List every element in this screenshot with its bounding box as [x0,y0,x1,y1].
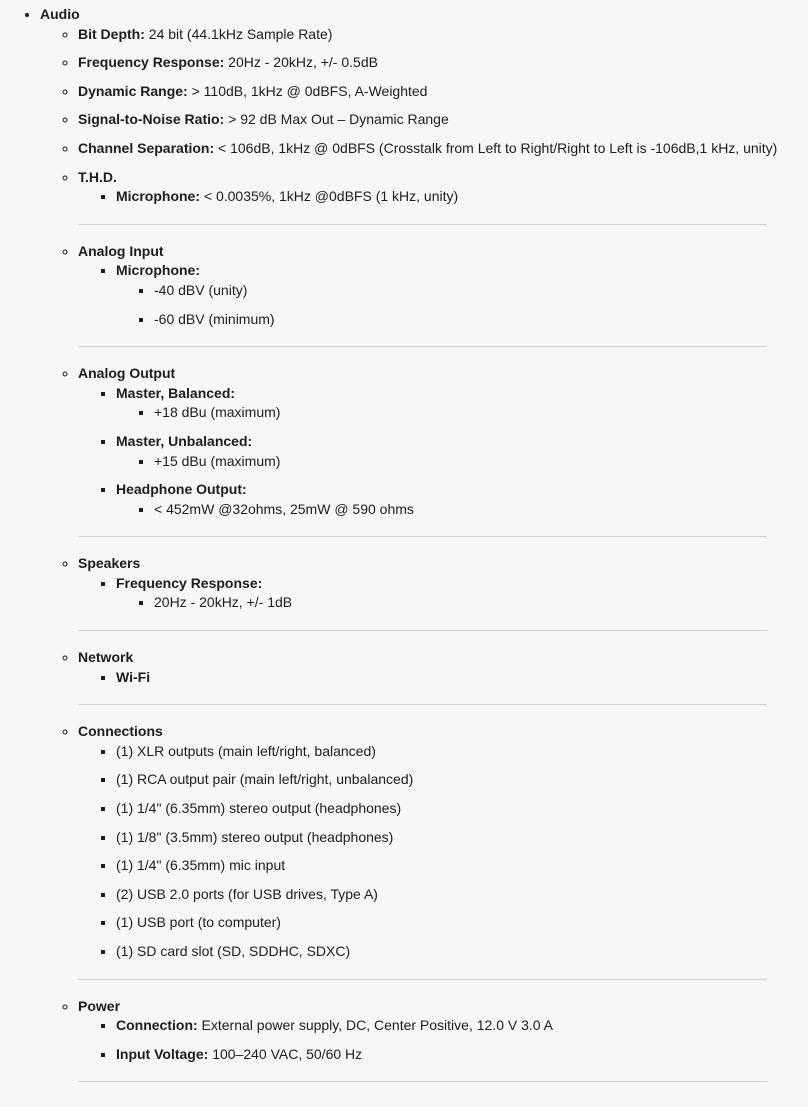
spec-value: (1) 1/8" (3.5mm) stereo output (headphones) [116,828,394,845]
spec-term: Network [78,649,134,666]
spec-item [78,53,767,73]
spec-sublist [116,281,767,329]
spec-sublist [116,452,767,472]
spec-item [78,139,778,159]
spec-term: Headphone Output: [116,481,247,498]
spec-item [116,668,767,688]
spec-value: < 0.0035%, 1kHz @0dBFS (1 kHz, unity) [203,188,459,205]
spec-item [78,364,767,519]
spec-item [78,168,767,207]
spec-term: Microphone: [116,188,200,205]
spec-value: (1) SD card slot (SD, SDDHC, SDXC) [116,943,351,959]
spec-item [78,722,767,961]
spec-value: < 452mW @32ohms, 25mW @ 590 ohms [154,500,414,517]
spec-item [78,554,767,613]
spec-item [78,82,767,102]
spec-term: Analog Output [78,365,176,382]
spec-sublist [78,742,767,962]
spec-term: Connection: [116,1017,198,1034]
section-divider [78,346,767,347]
spec-root-label: Audio [40,6,80,22]
spec-value: -60 dBV (minimum) [154,310,275,327]
spec-sublist [78,261,767,329]
spec-item [116,432,767,471]
spec-value: 20Hz - 20kHz, +/- 0.5dB [228,54,378,71]
spec-value: (1) 1/4" (6.35mm) stereo output (headphones) [116,800,402,817]
spec-item [116,942,767,962]
spec-item [78,648,767,687]
spec-value: (1) XLR outputs (main left/right, balanced) [116,742,376,759]
spec-value: (1) RCA output pair (main left/right, unbalanced) [116,771,414,788]
spec-term: Microphone: [116,262,200,279]
spec-item [116,384,767,423]
spec-value: < 106dB, 1kHz @ 0dBFS (Crosstalk from Left to Right/Right to Left is -106dB,1 kHz, unity) [218,139,778,156]
spec-item [116,799,767,819]
spec-sublist [116,500,767,520]
spec-sublist [78,668,767,688]
spec-sublist [78,574,767,613]
spec-item [116,770,767,790]
spec-sections [40,25,778,1083]
spec-term: Wi-Fi [116,668,151,685]
spec-value: 20Hz - 20kHz, +/- 1dB [154,594,293,611]
section-divider [78,630,767,631]
spec-item [116,1045,767,1065]
spec-term: Power [78,997,121,1014]
spec-term: Speakers [78,555,141,572]
section-divider [78,1081,767,1082]
spec-item [154,281,767,301]
spec-value: > 92 dB Max Out – Dynamic Range [228,111,449,128]
spec-value: +18 dBu (maximum) [154,404,281,421]
spec-value: (2) USB 2.0 ports (for USB drives, Type A) [116,885,378,902]
spec-value: -40 dBV (unity) [154,281,248,298]
spec-term: Connections [78,723,163,740]
spec-value: 100–240 VAC, 50/60 Hz [212,1045,363,1062]
spec-item [116,574,767,613]
spec-item [154,593,767,613]
spec-item [116,742,767,762]
spec-term: T.H.D. [78,168,117,185]
spec-term: Master, Balanced: [116,384,236,401]
section-divider [78,704,767,705]
section-divider [78,536,767,537]
section-divider [78,224,767,225]
spec-item-audio [40,5,778,1082]
spec-term: Dynamic Range: [78,82,188,99]
spec-item [116,261,767,329]
spec-sublist [78,1016,767,1064]
spec-list [0,5,778,1082]
spec-item [78,25,767,45]
spec-item [116,187,767,207]
spec-item [116,885,767,905]
spec-sublist [116,593,767,613]
spec-value: (1) USB port (to computer) [116,914,281,931]
spec-item [78,997,767,1065]
spec-item [116,856,767,876]
spec-item [116,480,767,519]
spec-term: Input Voltage: [116,1045,209,1062]
spec-term: Signal-to-Noise Ratio: [78,111,225,128]
spec-item [154,403,767,423]
spec-value: (1) 1/4" (6.35mm) mic input [116,857,286,874]
spec-term: Channel Separation: [78,139,215,156]
spec-item [116,1016,767,1036]
spec-item [116,828,767,848]
spec-value: External power supply, DC, Center Positive, 12.0 V 3.0 A [201,1017,554,1034]
spec-item [116,913,767,933]
spec-sublist [116,403,767,423]
spec-term: Master, Unbalanced: [116,432,253,449]
spec-item [154,452,767,472]
spec-term: Analog Input [78,242,164,259]
spec-term: Frequency Response: [78,54,225,71]
spec-value: 24 bit (44.1kHz Sample Rate) [148,25,333,42]
spec-value: +15 dBu (maximum) [154,452,281,469]
spec-sublist [78,384,767,520]
spec-sublist [78,187,767,207]
spec-item [154,310,767,330]
spec-item [154,500,767,520]
section-divider [78,979,767,980]
spec-item [78,242,767,329]
spec-term: Bit Depth: [78,25,145,42]
spec-term: Frequency Response: [116,574,263,591]
spec-item [78,110,767,130]
spec-value: > 110dB, 1kHz @ 0dBFS, A-Weighted [191,82,428,99]
